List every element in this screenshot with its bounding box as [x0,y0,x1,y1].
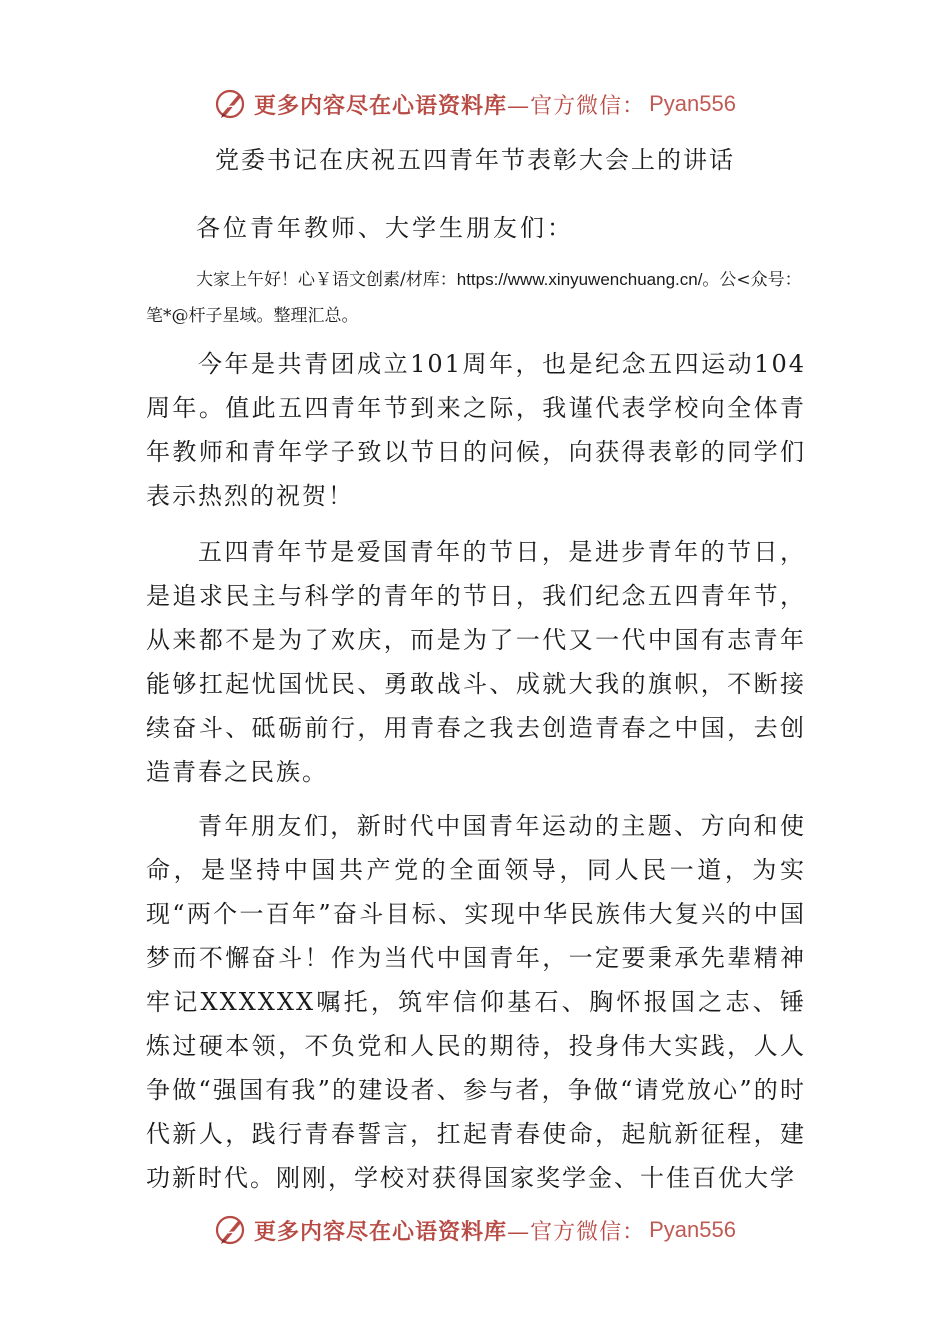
pen-circle-logo-icon [214,1213,248,1247]
banner-title: 更多内容尽在心语资料库—官方微信： [254,1218,646,1245]
body-paragraph: 五四青年节是爱国青年的节日，是进步青年的节日，是追求民主与科学的青年的节日，我们纪念五四青年节，从来都不是为了欢庆，而是为了一代又一代中国有志青年能够扛起忧国忧民、勇敢战斗、成就大我的旗帜，不断接续奋斗、砥砺前行，用青春之我去创造青春之中国，去创造青春之民族。 [146,538,806,786]
header-banner [0,84,950,124]
document-title: 党委书记在庆祝五四青年节表彰大会上的讲话 [215,146,735,174]
banner-wechat-id: Pyan556 [649,1217,736,1242]
body-paragraph: 青年朋友们，新时代中国青年运动的主题、方向和使命，是坚持中国共产党的全面领导，同人民一道，为实现“两个一百年”奋斗目标、实现中华民族伟大复兴的中国梦而不懈奋斗！作为当代中国青年，一定要秉承先辈精神牢记XXXXXX嘱托，筑牢信仰基石、胸怀报国之志、锤炼过硬本领，不负党和人民的期待，投身伟大实践，人人争做“强国有我”的建设者、参与者，争做“请党放心”的时代新人，践行青春誓言，扛起青春使命，起航新征程，建功新时代。刚刚，学校对获得国家奖学金、十佳百优大学 [146,812,806,1192]
body-paragraph: 今年是共青团成立101周年，也是纪念五四运动104周年。值此五四青年节到来之际，我谨代表学校向全体青年教师和青年学子致以节日的问候，向获得表彰的同学们表示热烈的祝贺！ [146,350,806,510]
banner-wechat-id: Pyan556 [649,91,736,116]
footer-banner [0,1210,950,1250]
source-notice: 大家上午好！心￥语文创素/材库：https://www.xinyuwenchuang.cn/。公<众号：笔*@杆子星域。整理汇总。 [146,270,802,326]
source-url[interactable]: https://www.xinyuwenchuang.cn/ [456,270,703,289]
pen-circle-logo-icon [214,87,248,121]
salutation: 各位青年教师、大学生朋友们： [196,214,574,242]
banner-title: 更多内容尽在心语资料库—官方微信： [254,92,646,119]
